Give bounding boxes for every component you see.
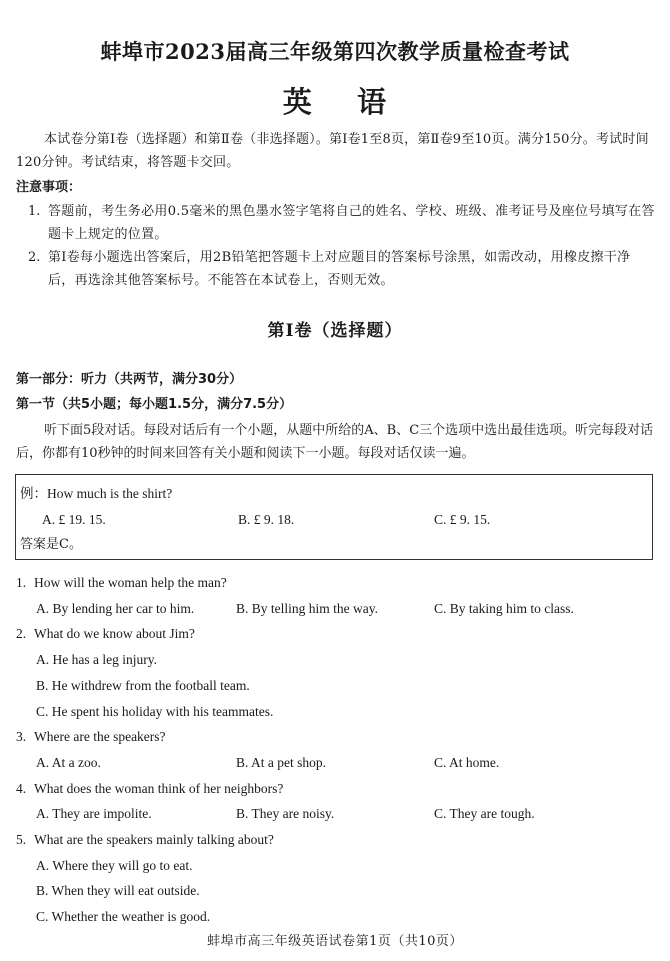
- option-b: B. They are noisy.: [236, 806, 335, 821]
- notice-number: 2.: [28, 250, 41, 265]
- option-b: B. When they will eat outside.: [36, 883, 200, 898]
- option-c: C. They are tough.: [434, 806, 535, 821]
- subject-title: 英 语: [282, 85, 388, 119]
- question-number: 5.: [16, 832, 27, 847]
- notice-text: 第Ⅰ卷每小题选出答案后，用2B铅笔把答题卡上对应题目的答案标号涂黑，如需改动，用橡皮擦干净后，再选涂其他答案标号。不能答在本试卷上，否则无效。: [48, 250, 631, 288]
- option-a: A. They are impolite.: [36, 806, 152, 821]
- option-c: C. He spent his holiday with his teammates.: [36, 704, 274, 719]
- exam-intro: 本试卷分第Ⅰ卷（选择题）和第Ⅱ卷（非选择题）。第Ⅰ卷1至8页，第Ⅱ卷9至10页。满分150分。考试时间120分钟。考试结束，将答题卡交回。: [16, 132, 649, 170]
- notice-item: [28, 200, 656, 246]
- notice-heading: 注意事项：: [16, 180, 82, 195]
- option-a: A. Where they will go to eat.: [36, 858, 193, 873]
- question-number: 3.: [16, 729, 27, 744]
- example-answer: 答案是C。: [20, 537, 82, 552]
- option-b: B. By telling him the way.: [236, 601, 378, 616]
- option-a: A. He has a leg injury.: [36, 652, 157, 667]
- listening-instructions: 听下面5段对话。每段对话后有一个小题，从题中所给的A、B、C三个选项中选出最佳选项。听完每段对话后，你都有10秒钟的时间来回答有关小题和阅读下一小题。每段对话仅读一遍。: [16, 423, 654, 461]
- question-number: 2.: [16, 626, 27, 641]
- example-option-b: B. £ 9. 18.: [238, 512, 295, 527]
- notice-number: 1.: [28, 204, 41, 219]
- section-heading: 第一节（共5小题；每小题1.5分，满分7.5分）: [16, 397, 293, 412]
- question-number: 1.: [16, 575, 27, 590]
- option-c: C. By taking him to class.: [434, 601, 574, 616]
- example-option-c: C. £ 9. 15.: [434, 512, 491, 527]
- section-title: 第Ⅰ卷（选择题）: [267, 321, 403, 341]
- question-text: What are the speakers mainly talking about?: [34, 832, 274, 847]
- question-text: What does the woman think of her neighbors?: [34, 781, 284, 796]
- question-number: 4.: [16, 781, 27, 796]
- option-c: C. Whether the weather is good.: [36, 909, 211, 924]
- notice-item: [28, 246, 656, 292]
- option-c: C. At home.: [434, 755, 500, 770]
- example-box: [15, 474, 653, 560]
- exam-title: 蚌埠市2023届高三年级第四次教学质量检查考试: [100, 39, 570, 64]
- question-text: What do we know about Jim?: [34, 626, 195, 641]
- part-heading: 第一部分：听力（共两节，满分30分）: [16, 372, 243, 387]
- question-text: Where are the speakers?: [34, 729, 166, 744]
- option-a: A. At a zoo.: [36, 755, 101, 770]
- page-footer: 蚌埠市高三年级英语试卷第1页（共10页）: [207, 934, 463, 949]
- question-text: How will the woman help the man?: [34, 575, 227, 590]
- notice-text: 答题前，考生务必用0.5毫米的黑色墨水签字笔将自己的姓名、学校、班级、准考证号及座位号填写在答题卡上规定的位置。: [48, 204, 655, 242]
- option-b: B. At a pet shop.: [236, 755, 326, 770]
- example-question: 例：How much is the shirt?: [20, 486, 173, 501]
- example-option-a: A. £ 19. 15.: [42, 512, 106, 527]
- option-b: B. He withdrew from the football team.: [36, 678, 250, 693]
- option-a: A. By lending her car to him.: [36, 601, 195, 616]
